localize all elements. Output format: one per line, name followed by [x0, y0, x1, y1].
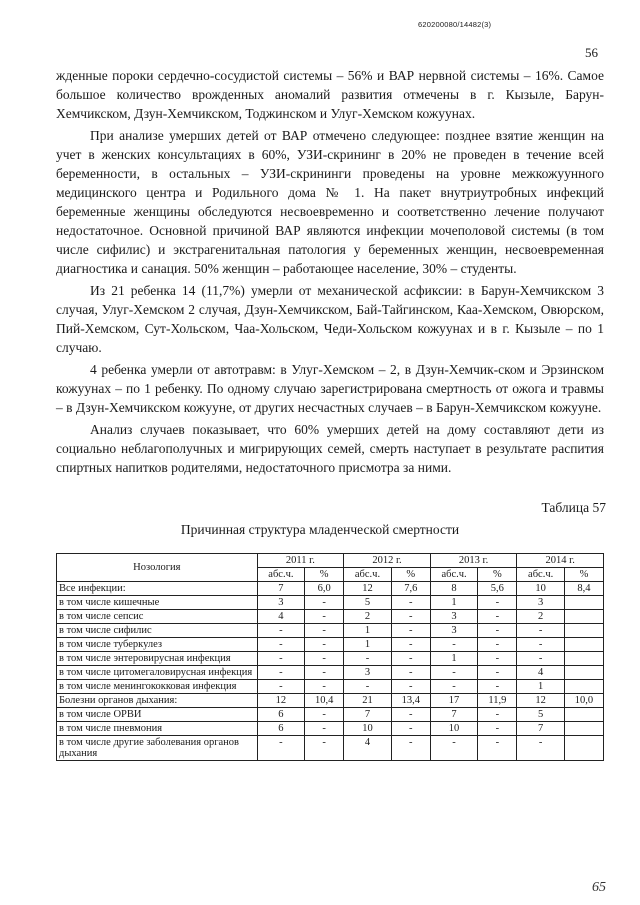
table-cell: - — [305, 722, 344, 736]
table-cell: 2 — [344, 610, 392, 624]
table-cell: - — [344, 652, 392, 666]
table-row — [57, 638, 604, 652]
row-label: в том числе ОРВИ — [57, 708, 258, 722]
table-cell: - — [517, 736, 565, 761]
table-cell: 3 — [517, 596, 565, 610]
table-cell: - — [391, 624, 430, 638]
table-cell: - — [478, 666, 517, 680]
table-cell: 5 — [517, 708, 565, 722]
table-cell: - — [305, 624, 344, 638]
table-cell: 1 — [344, 624, 392, 638]
table-cell: 7 — [257, 582, 305, 596]
table-cell: - — [391, 610, 430, 624]
table-cell: 21 — [344, 694, 392, 708]
row-label: Болезни органов дыхания: — [57, 694, 258, 708]
table-cell: - — [478, 624, 517, 638]
table-row — [57, 582, 604, 596]
table-row — [57, 680, 604, 694]
row-label: в том числе туберкулез — [57, 638, 258, 652]
row-label: Все инфекции: — [57, 582, 258, 596]
table-row — [57, 596, 604, 610]
table-cell — [564, 596, 603, 610]
table-cell: - — [478, 638, 517, 652]
table-cell: - — [257, 652, 305, 666]
column-header-year: 2013 г. — [430, 554, 517, 568]
table-cell: - — [391, 680, 430, 694]
table-cell: 1 — [344, 638, 392, 652]
table-cell: 2 — [517, 610, 565, 624]
mortality-table — [56, 553, 604, 761]
table-cell: 8,4 — [564, 582, 603, 596]
table-cell — [564, 666, 603, 680]
table-cell: - — [430, 680, 478, 694]
table-cell — [564, 610, 603, 624]
table-cell: - — [257, 736, 305, 761]
table-cell: - — [478, 708, 517, 722]
table-cell: 7 — [517, 722, 565, 736]
table-cell: 6 — [257, 708, 305, 722]
table-cell — [564, 680, 603, 694]
table-cell: - — [391, 596, 430, 610]
table-cell: 4 — [257, 610, 305, 624]
table-cell: - — [305, 680, 344, 694]
table-cell: - — [391, 736, 430, 761]
table-cell: 7,6 — [391, 582, 430, 596]
table-row — [57, 708, 604, 722]
column-header-year: 2012 г. — [344, 554, 431, 568]
table-cell: - — [391, 708, 430, 722]
column-header-year: 2011 г. — [257, 554, 344, 568]
table-cell: 3 — [430, 610, 478, 624]
subheader-abs: абс.ч. — [344, 568, 392, 582]
table-cell — [564, 638, 603, 652]
table-cell: - — [305, 666, 344, 680]
paragraph: Из 21 ребенка 14 (11,7%) умерли от механической асфиксии: в Барун-Хемчикском 3 случая, Улуг-Хемском 2 случая, Дзун-Хемчикском, Бай-Тайгинском, Каа-Хемском, Овюрском, Пий-Хемском, Сут-Хольском, Чаа-Хольском, Чеди-Хольском кожуунах и в г. Кызыле – по 1 случаю. — [56, 283, 604, 355]
table-cell: 1 — [430, 596, 478, 610]
table-cell — [564, 722, 603, 736]
table-cell: - — [517, 652, 565, 666]
table-cell: 11,9 — [478, 694, 517, 708]
table-cell: - — [344, 680, 392, 694]
page-number: 56 — [585, 45, 598, 60]
table-cell — [564, 624, 603, 638]
table-cell: 3 — [430, 624, 478, 638]
table-cell — [564, 708, 603, 722]
table-cell: 5 — [344, 596, 392, 610]
table-row — [57, 652, 604, 666]
table-row — [57, 610, 604, 624]
table-cell: - — [257, 666, 305, 680]
handwritten-page-number: 65 — [592, 880, 606, 895]
row-label: в том числе сепсис — [57, 610, 258, 624]
paragraph: При анализе умерших детей от ВАР отмечено следующее: позднее взятие женщин на учет в женских консультациях в 60%, УЗИ-скрининг в 20% не проведен в течение всей беременности, в остальных – УЗИ-скрининги проведены на уровне межкожуунного медицинского центра и Родильного дома № 1. На пакет внутриутробных инфекций беременные женщины обследуются несвоевременно и соответственно лечение получают недостаточное. Основной причиной ВАР являются инфекции мочеполовой системы (в том числе сифилис) и экстрагенитальная патология у беременных женщин, несвоевременная диагностика и санация. 50% женщин – работающее население, 30% – студенты. — [56, 128, 604, 276]
table-cell: - — [430, 666, 478, 680]
row-label: в том числе пневмония — [57, 722, 258, 736]
table-cell: 12 — [517, 694, 565, 708]
table-cell: 5,6 — [478, 582, 517, 596]
row-label: в том числе цитомегаловирусная инфекция — [57, 666, 258, 680]
table-cell: 1 — [517, 680, 565, 694]
table-cell: - — [257, 680, 305, 694]
paragraph: 4 ребенка умерли от автотравм: в Улуг-Хемском – 2, в Дзун-Хемчик-ском и Эрзинском кожуунах – по 1 ребенку. По одному случаю зарегистрирована смертность от ожога и травмы – в Дзун-Хемчикском кожууне, от других несчастных случаев – в Барун-Хемчикском кожууне. — [56, 362, 604, 415]
table-cell: - — [257, 624, 305, 638]
table-cell: 7 — [430, 708, 478, 722]
table-cell: - — [478, 680, 517, 694]
table-cell: 3 — [257, 596, 305, 610]
table-cell: - — [305, 638, 344, 652]
table-cell — [564, 736, 603, 761]
row-label: в том числе энтеровирусная инфекция — [57, 652, 258, 666]
row-label: в том числе менингококковая инфекция — [57, 680, 258, 694]
table-cell: 6 — [257, 722, 305, 736]
subheader-pct: % — [391, 568, 430, 582]
table-cell: 3 — [344, 666, 392, 680]
paragraph: Анализ случаев показывает, что 60% умерших детей на дому составляют дети из социально неблагополучных и мигрирующих семей, смерть наступает в результате распития спиртных напитков родителями, недостаточного присмотра за ними. — [56, 422, 604, 475]
subheader-abs: абс.ч. — [257, 568, 305, 582]
table-cell: - — [391, 722, 430, 736]
subheader-abs: абс.ч. — [430, 568, 478, 582]
table-caption: Причинная структура младенческой смертности — [180, 522, 460, 537]
table-cell: - — [305, 610, 344, 624]
table-cell: - — [478, 652, 517, 666]
table-body — [57, 582, 604, 761]
table-cell: - — [305, 708, 344, 722]
subheader-pct: % — [478, 568, 517, 582]
table-cell: - — [305, 736, 344, 761]
table-row — [57, 722, 604, 736]
table-cell: - — [430, 638, 478, 652]
document-id: 620200080/14482(3) — [418, 20, 492, 29]
row-label: в том числе сифилис — [57, 624, 258, 638]
table-cell: - — [517, 624, 565, 638]
table-cell: - — [478, 610, 517, 624]
table-cell: - — [517, 638, 565, 652]
table-cell: 1 — [430, 652, 478, 666]
table-cell: 10,0 — [564, 694, 603, 708]
table-row — [57, 666, 604, 680]
body-text — [56, 66, 604, 480]
table-cell: - — [391, 652, 430, 666]
table-cell: 4 — [517, 666, 565, 680]
subheader-abs: абс.ч. — [517, 568, 565, 582]
table-row — [57, 624, 604, 638]
table-cell: 6,0 — [305, 582, 344, 596]
table-cell: 10 — [517, 582, 565, 596]
table-cell — [564, 652, 603, 666]
table-cell: 12 — [257, 694, 305, 708]
column-header-year: 2014 г. — [517, 554, 604, 568]
table-cell: - — [478, 736, 517, 761]
table-cell: - — [430, 736, 478, 761]
table-cell: - — [478, 722, 517, 736]
table-cell: - — [305, 596, 344, 610]
table-cell: - — [391, 638, 430, 652]
column-header-nosology: Нозология — [57, 554, 258, 582]
table-cell: 8 — [430, 582, 478, 596]
table-cell: 10,4 — [305, 694, 344, 708]
table-cell: 10 — [344, 722, 392, 736]
table-cell: - — [391, 666, 430, 680]
table-row — [57, 694, 604, 708]
subheader-pct: % — [305, 568, 344, 582]
paragraph: жденные пороки сердечно-сосудистой системы – 56% и ВАР нервной системы – 16%. Самое большое количество врожденных аномалий развития отмечены в г. Кызыле, Барун-Хемчикском, Дзун-Хемчикском, Тоджинском и Улуг-Хемском кожуунах. — [56, 68, 604, 121]
table-cell: 10 — [430, 722, 478, 736]
table-cell: - — [305, 652, 344, 666]
row-label: в том числе другие заболевания органов дыхания — [57, 736, 258, 761]
table-cell: 4 — [344, 736, 392, 761]
table-cell: 13,4 — [391, 694, 430, 708]
table-row — [57, 736, 604, 761]
table-label: Таблица 57 — [541, 500, 606, 515]
table-cell: 7 — [344, 708, 392, 722]
table-cell: 17 — [430, 694, 478, 708]
table-cell: - — [478, 596, 517, 610]
table-cell: 12 — [344, 582, 392, 596]
row-label: в том числе кишечные — [57, 596, 258, 610]
table-cell: - — [257, 638, 305, 652]
subheader-pct: % — [564, 568, 603, 582]
